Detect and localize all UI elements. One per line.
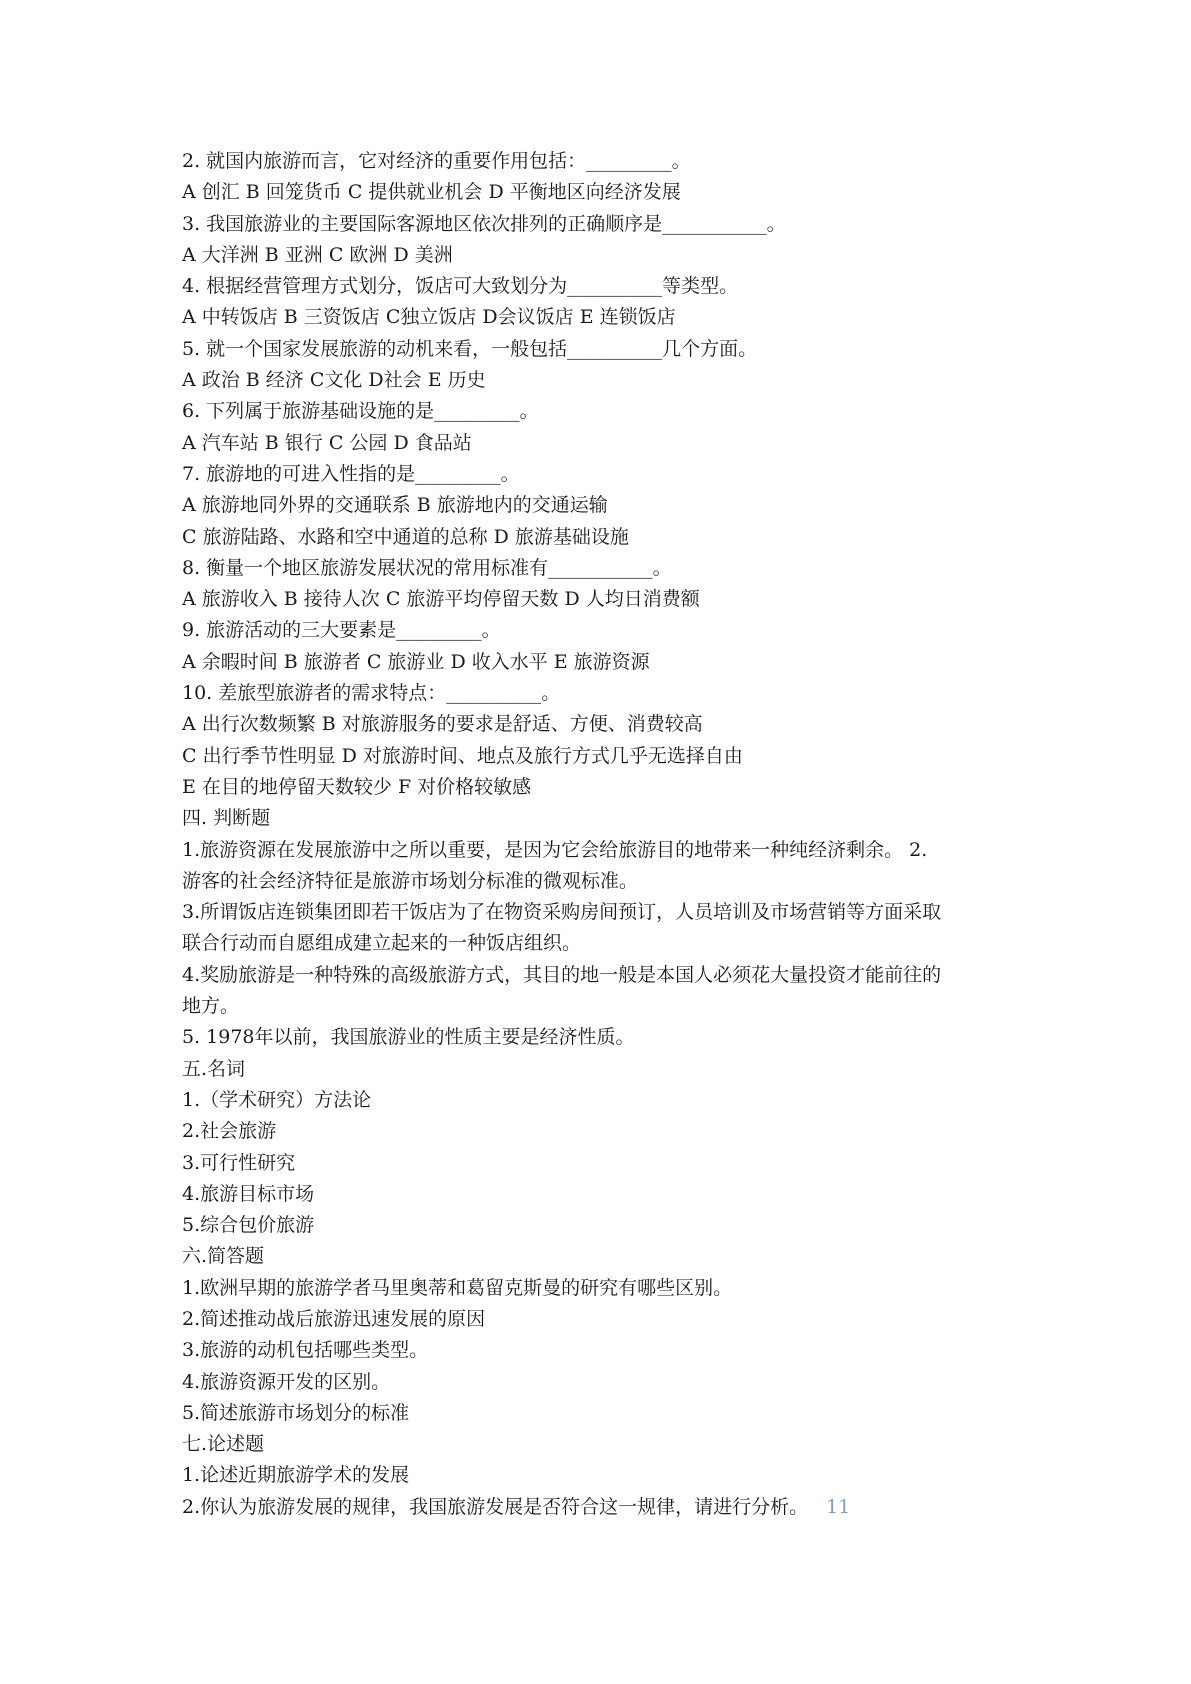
section-heading: 四. 判断题 — [182, 807, 271, 830]
text-line: A 汽车站 B 银行 C 公园 D 食品站 — [182, 431, 472, 454]
text-line: A 旅游地同外界的交通联系 B 旅游地内的交通运输 — [182, 494, 608, 517]
text-line: 1.欧洲早期的旅游学者马里奥蒂和葛留克斯曼的研究有哪些区别。 — [182, 1276, 733, 1299]
text-line: 1.论述近期旅游学术的发展 — [182, 1464, 410, 1487]
text-line: 6. 下列属于旅游基础设施的是_________。 — [182, 400, 539, 423]
text-line: 5. 就一个国家发展旅游的动机来看，一般包括__________几个方面。 — [182, 337, 758, 360]
text-line: 2.简述推动战后旅游迅速发展的原因 — [182, 1307, 486, 1330]
section-heading: 六.简答题 — [182, 1245, 265, 1268]
text-line: C 旅游陆路、水路和空中通道的总称 D 旅游基础设施 — [182, 525, 629, 548]
text-line: A 政治 B 经济 C文化 D社会 E 历史 — [182, 369, 486, 392]
text-line: 游客的社会经济特征是旅游市场划分标准的微观标准。 — [182, 869, 639, 892]
text-line: A 中转饭店 B 三资饭店 C独立饭店 D会议饭店 E 连锁饭店 — [182, 306, 676, 329]
text-line: 5.综合包价旅游 — [182, 1214, 315, 1237]
text-line: 1.旅游资源在发展旅游中之所以重要，是因为它会给旅游目的地带来一种纯经济剩余。 2. — [182, 838, 928, 861]
text-line: C 出行季节性明显 D 对旅游时间、地点及旅行方式几乎无选择自由 — [182, 744, 743, 767]
text-line: A 大洋洲 B 亚洲 C 欧洲 D 美洲 — [182, 243, 453, 266]
text-line: 4.奖励旅游是一种特殊的高级旅游方式，其目的地一般是本国人必须花大量投资才能前往的 — [182, 963, 942, 986]
text-line: A 创汇 B 回笼货币 C 提供就业机会 D 平衡地区向经济发展 — [182, 181, 681, 204]
section-heading: 七.论述题 — [182, 1433, 265, 1456]
text-line: A 余暇时间 B 旅游者 C 旅游业 D 收入水平 E 旅游资源 — [182, 650, 650, 673]
text-line: 地方。 — [182, 995, 240, 1018]
page-number: 11 — [826, 1495, 851, 1518]
text-line: 联合行动而自愿组成建立起来的一种饭店组织。 — [182, 932, 582, 955]
last-line — [182, 1492, 1032, 1523]
text-line: 3.可行性研究 — [182, 1151, 296, 1174]
text-line: 3.所谓饭店连锁集团即若干饭店为了在物资采购房间预订，人员培训及市场营销等方面采取 — [182, 901, 942, 924]
text-line: 3.旅游的动机包括哪些类型。 — [182, 1339, 429, 1362]
text-line: 9. 旅游活动的三大要素是_________。 — [182, 619, 501, 642]
text-line: A 旅游收入 B 接待人次 C 旅游平均停留天数 D 人均日消费额 — [182, 588, 700, 611]
text-line: 4.旅游目标市场 — [182, 1182, 315, 1205]
text-line: 5. 1978年以前，我国旅游业的性质主要是经济性质。 — [182, 1026, 635, 1049]
text-line: 5.简述旅游市场划分的标准 — [182, 1401, 410, 1424]
text-line: 4. 根据经营管理方式划分，饭店可大致划分为__________等类型。 — [182, 275, 739, 298]
text-line: 8. 衡量一个地区旅游发展状况的常用标准有___________。 — [182, 556, 672, 579]
text-line: A 出行次数频繁 B 对旅游服务的要求是舒适、方便、消费较高 — [182, 713, 703, 736]
text-line: 4.旅游资源开发的区别。 — [182, 1370, 391, 1393]
text-line: 3. 我国旅游业的主要国际客源地区依次排列的正确顺序是___________。 — [182, 212, 786, 235]
text-line: 2.你认为旅游发展的规律，我国旅游发展是否符合这一规律，请进行分析。 — [182, 1495, 809, 1518]
document-body — [182, 146, 1032, 1523]
section-heading: 五.名词 — [182, 1057, 246, 1080]
text-line: E 在目的地停留天数较少 F 对价格较敏感 — [182, 775, 532, 798]
text-line: 2.社会旅游 — [182, 1120, 277, 1143]
text-line: 7. 旅游地的可进入性指的是_________。 — [182, 462, 520, 485]
text-line: 2. 就国内旅游而言，它对经济的重要作用包括：_________。 — [182, 150, 691, 172]
text-line: 10. 差旅型旅游者的需求特点：__________。 — [182, 682, 561, 705]
text-line: 1.（学术研究）方法论 — [182, 1088, 372, 1111]
